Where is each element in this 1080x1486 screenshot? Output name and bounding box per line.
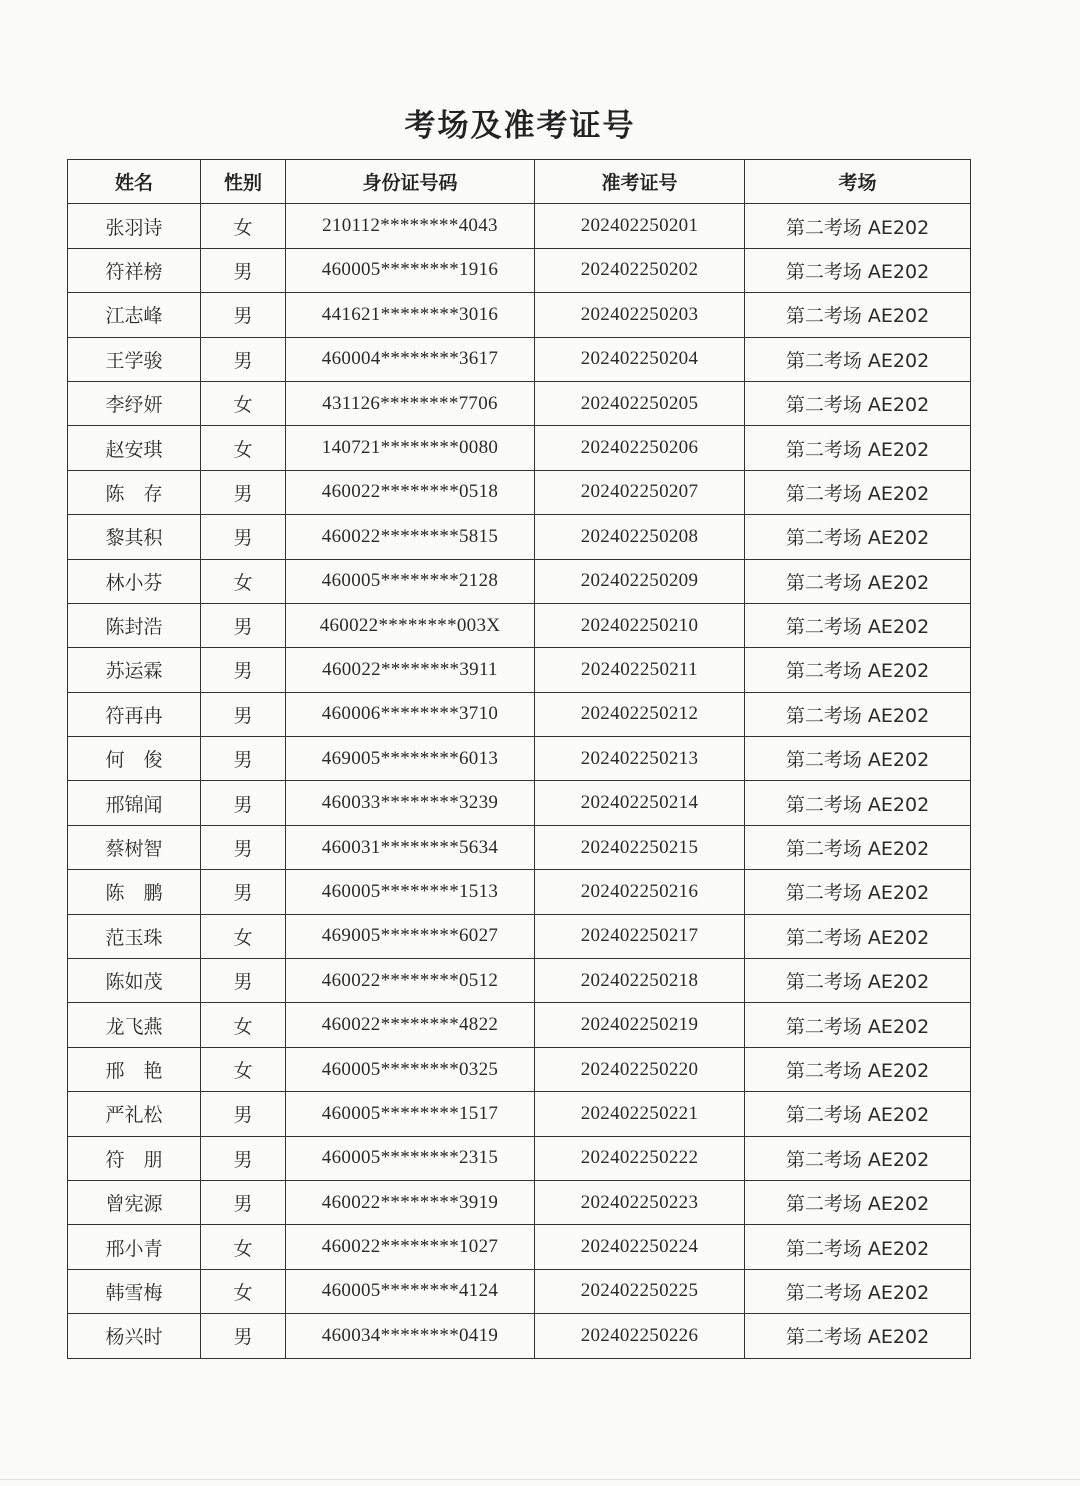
cell-id-number: 460005********1517: [286, 1092, 535, 1136]
cell-id-number: 460034********0419: [286, 1314, 535, 1358]
table-row: [68, 825, 971, 869]
cell-ticket-number: 202402250219: [535, 1003, 745, 1047]
cell-exam-site: 第二考场 AE202: [745, 1047, 971, 1091]
table-row: [68, 692, 971, 736]
cell-exam-site: 第二考场 AE202: [745, 914, 971, 958]
table-row: [68, 1180, 971, 1224]
cell-name: 何 俊: [68, 737, 201, 781]
cell-id-number: 460022********3919: [286, 1180, 535, 1224]
cell-name: 江志峰: [68, 293, 201, 337]
cell-id-number: 460022********3911: [286, 648, 535, 692]
table-row: [68, 737, 971, 781]
cell-ticket-number: 202402250223: [535, 1180, 745, 1224]
cell-id-number: 460022********003X: [286, 603, 535, 647]
cell-gender: 女: [201, 559, 286, 603]
cell-ticket-number: 202402250224: [535, 1225, 745, 1269]
cell-name: 曾宪源: [68, 1180, 201, 1224]
table-row: [68, 959, 971, 1003]
cell-exam-site: 第二考场 AE202: [745, 248, 971, 292]
cell-id-number: 460022********0518: [286, 470, 535, 514]
cell-ticket-number: 202402250209: [535, 559, 745, 603]
cell-gender: 女: [201, 1269, 286, 1313]
cell-ticket-number: 202402250226: [535, 1314, 745, 1358]
table-row: [68, 337, 971, 381]
cell-exam-site: 第二考场 AE202: [745, 381, 971, 425]
cell-name: 邢 艳: [68, 1047, 201, 1091]
cell-gender: 女: [201, 381, 286, 425]
cell-id-number: 460004********3617: [286, 337, 535, 381]
cell-name: 蔡树智: [68, 825, 201, 869]
cell-name: 杨兴时: [68, 1314, 201, 1358]
cell-ticket-number: 202402250201: [535, 204, 745, 248]
cell-id-number: 460033********3239: [286, 781, 535, 825]
cell-exam-site: 第二考场 AE202: [745, 204, 971, 248]
cell-exam-site: 第二考场 AE202: [745, 470, 971, 514]
cell-exam-site: 第二考场 AE202: [745, 1180, 971, 1224]
table-row: [68, 1003, 971, 1047]
cell-id-number: 460022********1027: [286, 1225, 535, 1269]
table-row: [68, 1269, 971, 1313]
cell-id-number: 460005********1916: [286, 248, 535, 292]
cell-name: 严礼松: [68, 1092, 201, 1136]
cell-name: 邢小青: [68, 1225, 201, 1269]
cell-ticket-number: 202402250203: [535, 293, 745, 337]
cell-name: 张羽诗: [68, 204, 201, 248]
table-row: [68, 648, 971, 692]
cell-id-number: 460005********0325: [286, 1047, 535, 1091]
cell-id-number: 441621********3016: [286, 293, 535, 337]
cell-gender: 女: [201, 1047, 286, 1091]
scan-edge-line: [0, 1479, 1080, 1480]
cell-ticket-number: 202402250208: [535, 515, 745, 559]
cell-ticket-number: 202402250221: [535, 1092, 745, 1136]
cell-gender: 男: [201, 603, 286, 647]
cell-id-number: 460022********0512: [286, 959, 535, 1003]
header-gender: 性别: [201, 160, 286, 204]
cell-ticket-number: 202402250211: [535, 648, 745, 692]
cell-ticket-number: 202402250220: [535, 1047, 745, 1091]
cell-name: 陈如茂: [68, 959, 201, 1003]
cell-name: 李纾妍: [68, 381, 201, 425]
cell-ticket-number: 202402250217: [535, 914, 745, 958]
cell-exam-site: 第二考场 AE202: [745, 959, 971, 1003]
cell-name: 陈封浩: [68, 603, 201, 647]
table-body: [68, 204, 971, 1358]
cell-name: 符再冉: [68, 692, 201, 736]
cell-exam-site: 第二考场 AE202: [745, 1314, 971, 1358]
cell-exam-site: 第二考场 AE202: [745, 648, 971, 692]
cell-ticket-number: 202402250216: [535, 870, 745, 914]
table-row: [68, 381, 971, 425]
cell-name: 黎其积: [68, 515, 201, 559]
cell-name: 陈 存: [68, 470, 201, 514]
cell-exam-site: 第二考场 AE202: [745, 1092, 971, 1136]
cell-gender: 男: [201, 692, 286, 736]
cell-ticket-number: 202402250218: [535, 959, 745, 1003]
cell-gender: 男: [201, 1180, 286, 1224]
cell-ticket-number: 202402250225: [535, 1269, 745, 1313]
cell-name: 范玉珠: [68, 914, 201, 958]
cell-ticket-number: 202402250204: [535, 337, 745, 381]
cell-exam-site: 第二考场 AE202: [745, 603, 971, 647]
cell-exam-site: 第二考场 AE202: [745, 692, 971, 736]
cell-gender: 男: [201, 870, 286, 914]
cell-gender: 男: [201, 1314, 286, 1358]
cell-id-number: 460031********5634: [286, 825, 535, 869]
cell-ticket-number: 202402250202: [535, 248, 745, 292]
cell-ticket-number: 202402250207: [535, 470, 745, 514]
cell-gender: 男: [201, 648, 286, 692]
cell-id-number: 469005********6027: [286, 914, 535, 958]
cell-exam-site: 第二考场 AE202: [745, 1003, 971, 1047]
header-exam-site: 考场: [745, 160, 971, 204]
table-row: [68, 1225, 971, 1269]
cell-exam-site: 第二考场 AE202: [745, 737, 971, 781]
cell-name: 苏运霖: [68, 648, 201, 692]
table-row: [68, 248, 971, 292]
cell-exam-site: 第二考场 AE202: [745, 1225, 971, 1269]
cell-name: 韩雪梅: [68, 1269, 201, 1313]
cell-id-number: 460005********1513: [286, 870, 535, 914]
cell-gender: 男: [201, 1092, 286, 1136]
cell-name: 邢锦闻: [68, 781, 201, 825]
header-name: 姓名: [68, 160, 201, 204]
cell-exam-site: 第二考场 AE202: [745, 870, 971, 914]
cell-ticket-number: 202402250212: [535, 692, 745, 736]
cell-id-number: 460006********3710: [286, 692, 535, 736]
cell-gender: 男: [201, 781, 286, 825]
cell-id-number: 460005********2315: [286, 1136, 535, 1180]
cell-name: 符 朋: [68, 1136, 201, 1180]
cell-gender: 女: [201, 204, 286, 248]
cell-name: 林小芬: [68, 559, 201, 603]
cell-ticket-number: 202402250215: [535, 825, 745, 869]
cell-exam-site: 第二考场 AE202: [745, 559, 971, 603]
cell-gender: 女: [201, 426, 286, 470]
cell-name: 王学骏: [68, 337, 201, 381]
cell-name: 龙飞燕: [68, 1003, 201, 1047]
table-row: [68, 914, 971, 958]
cell-exam-site: 第二考场 AE202: [745, 1136, 971, 1180]
cell-gender: 女: [201, 1225, 286, 1269]
cell-exam-site: 第二考场 AE202: [745, 293, 971, 337]
cell-name: 陈 鹏: [68, 870, 201, 914]
cell-gender: 男: [201, 959, 286, 1003]
cell-name: 赵安琪: [68, 426, 201, 470]
cell-gender: 女: [201, 1003, 286, 1047]
table-row: [68, 1136, 971, 1180]
cell-exam-site: 第二考场 AE202: [745, 426, 971, 470]
cell-id-number: 460005********4124: [286, 1269, 535, 1313]
cell-id-number: 460022********4822: [286, 1003, 535, 1047]
cell-id-number: 460022********5815: [286, 515, 535, 559]
cell-id-number: 431126********7706: [286, 381, 535, 425]
header-id-number: 身份证号码: [286, 160, 535, 204]
table-row: [68, 870, 971, 914]
cell-gender: 男: [201, 293, 286, 337]
table-row: [68, 603, 971, 647]
cell-gender: 男: [201, 470, 286, 514]
table-row: [68, 204, 971, 248]
cell-ticket-number: 202402250213: [535, 737, 745, 781]
cell-ticket-number: 202402250214: [535, 781, 745, 825]
cell-ticket-number: 202402250210: [535, 603, 745, 647]
cell-gender: 男: [201, 1136, 286, 1180]
cell-id-number: 469005********6013: [286, 737, 535, 781]
cell-id-number: 210112********4043: [286, 204, 535, 248]
cell-gender: 男: [201, 515, 286, 559]
cell-gender: 男: [201, 825, 286, 869]
cell-exam-site: 第二考场 AE202: [745, 1269, 971, 1313]
cell-id-number: 140721********0080: [286, 426, 535, 470]
table-header-row: [68, 160, 971, 204]
cell-gender: 男: [201, 337, 286, 381]
page-title: 考场及准考证号: [404, 108, 636, 144]
table-row: [68, 1047, 971, 1091]
cell-ticket-number: 202402250205: [535, 381, 745, 425]
cell-exam-site: 第二考场 AE202: [745, 515, 971, 559]
cell-exam-site: 第二考场 AE202: [745, 337, 971, 381]
table-row: [68, 781, 971, 825]
cell-exam-site: 第二考场 AE202: [745, 825, 971, 869]
cell-gender: 男: [201, 248, 286, 292]
cell-exam-site: 第二考场 AE202: [745, 781, 971, 825]
table-row: [68, 426, 971, 470]
cell-id-number: 460005********2128: [286, 559, 535, 603]
cell-name: 符祥榜: [68, 248, 201, 292]
exam-roster-table: [67, 159, 971, 1359]
cell-gender: 男: [201, 737, 286, 781]
header-ticket-number: 准考证号: [535, 160, 745, 204]
table-row: [68, 1314, 971, 1358]
cell-ticket-number: 202402250222: [535, 1136, 745, 1180]
cell-ticket-number: 202402250206: [535, 426, 745, 470]
table-row: [68, 293, 971, 337]
cell-gender: 女: [201, 914, 286, 958]
table-row: [68, 515, 971, 559]
table-row: [68, 470, 971, 514]
table-row: [68, 559, 971, 603]
table-row: [68, 1092, 971, 1136]
